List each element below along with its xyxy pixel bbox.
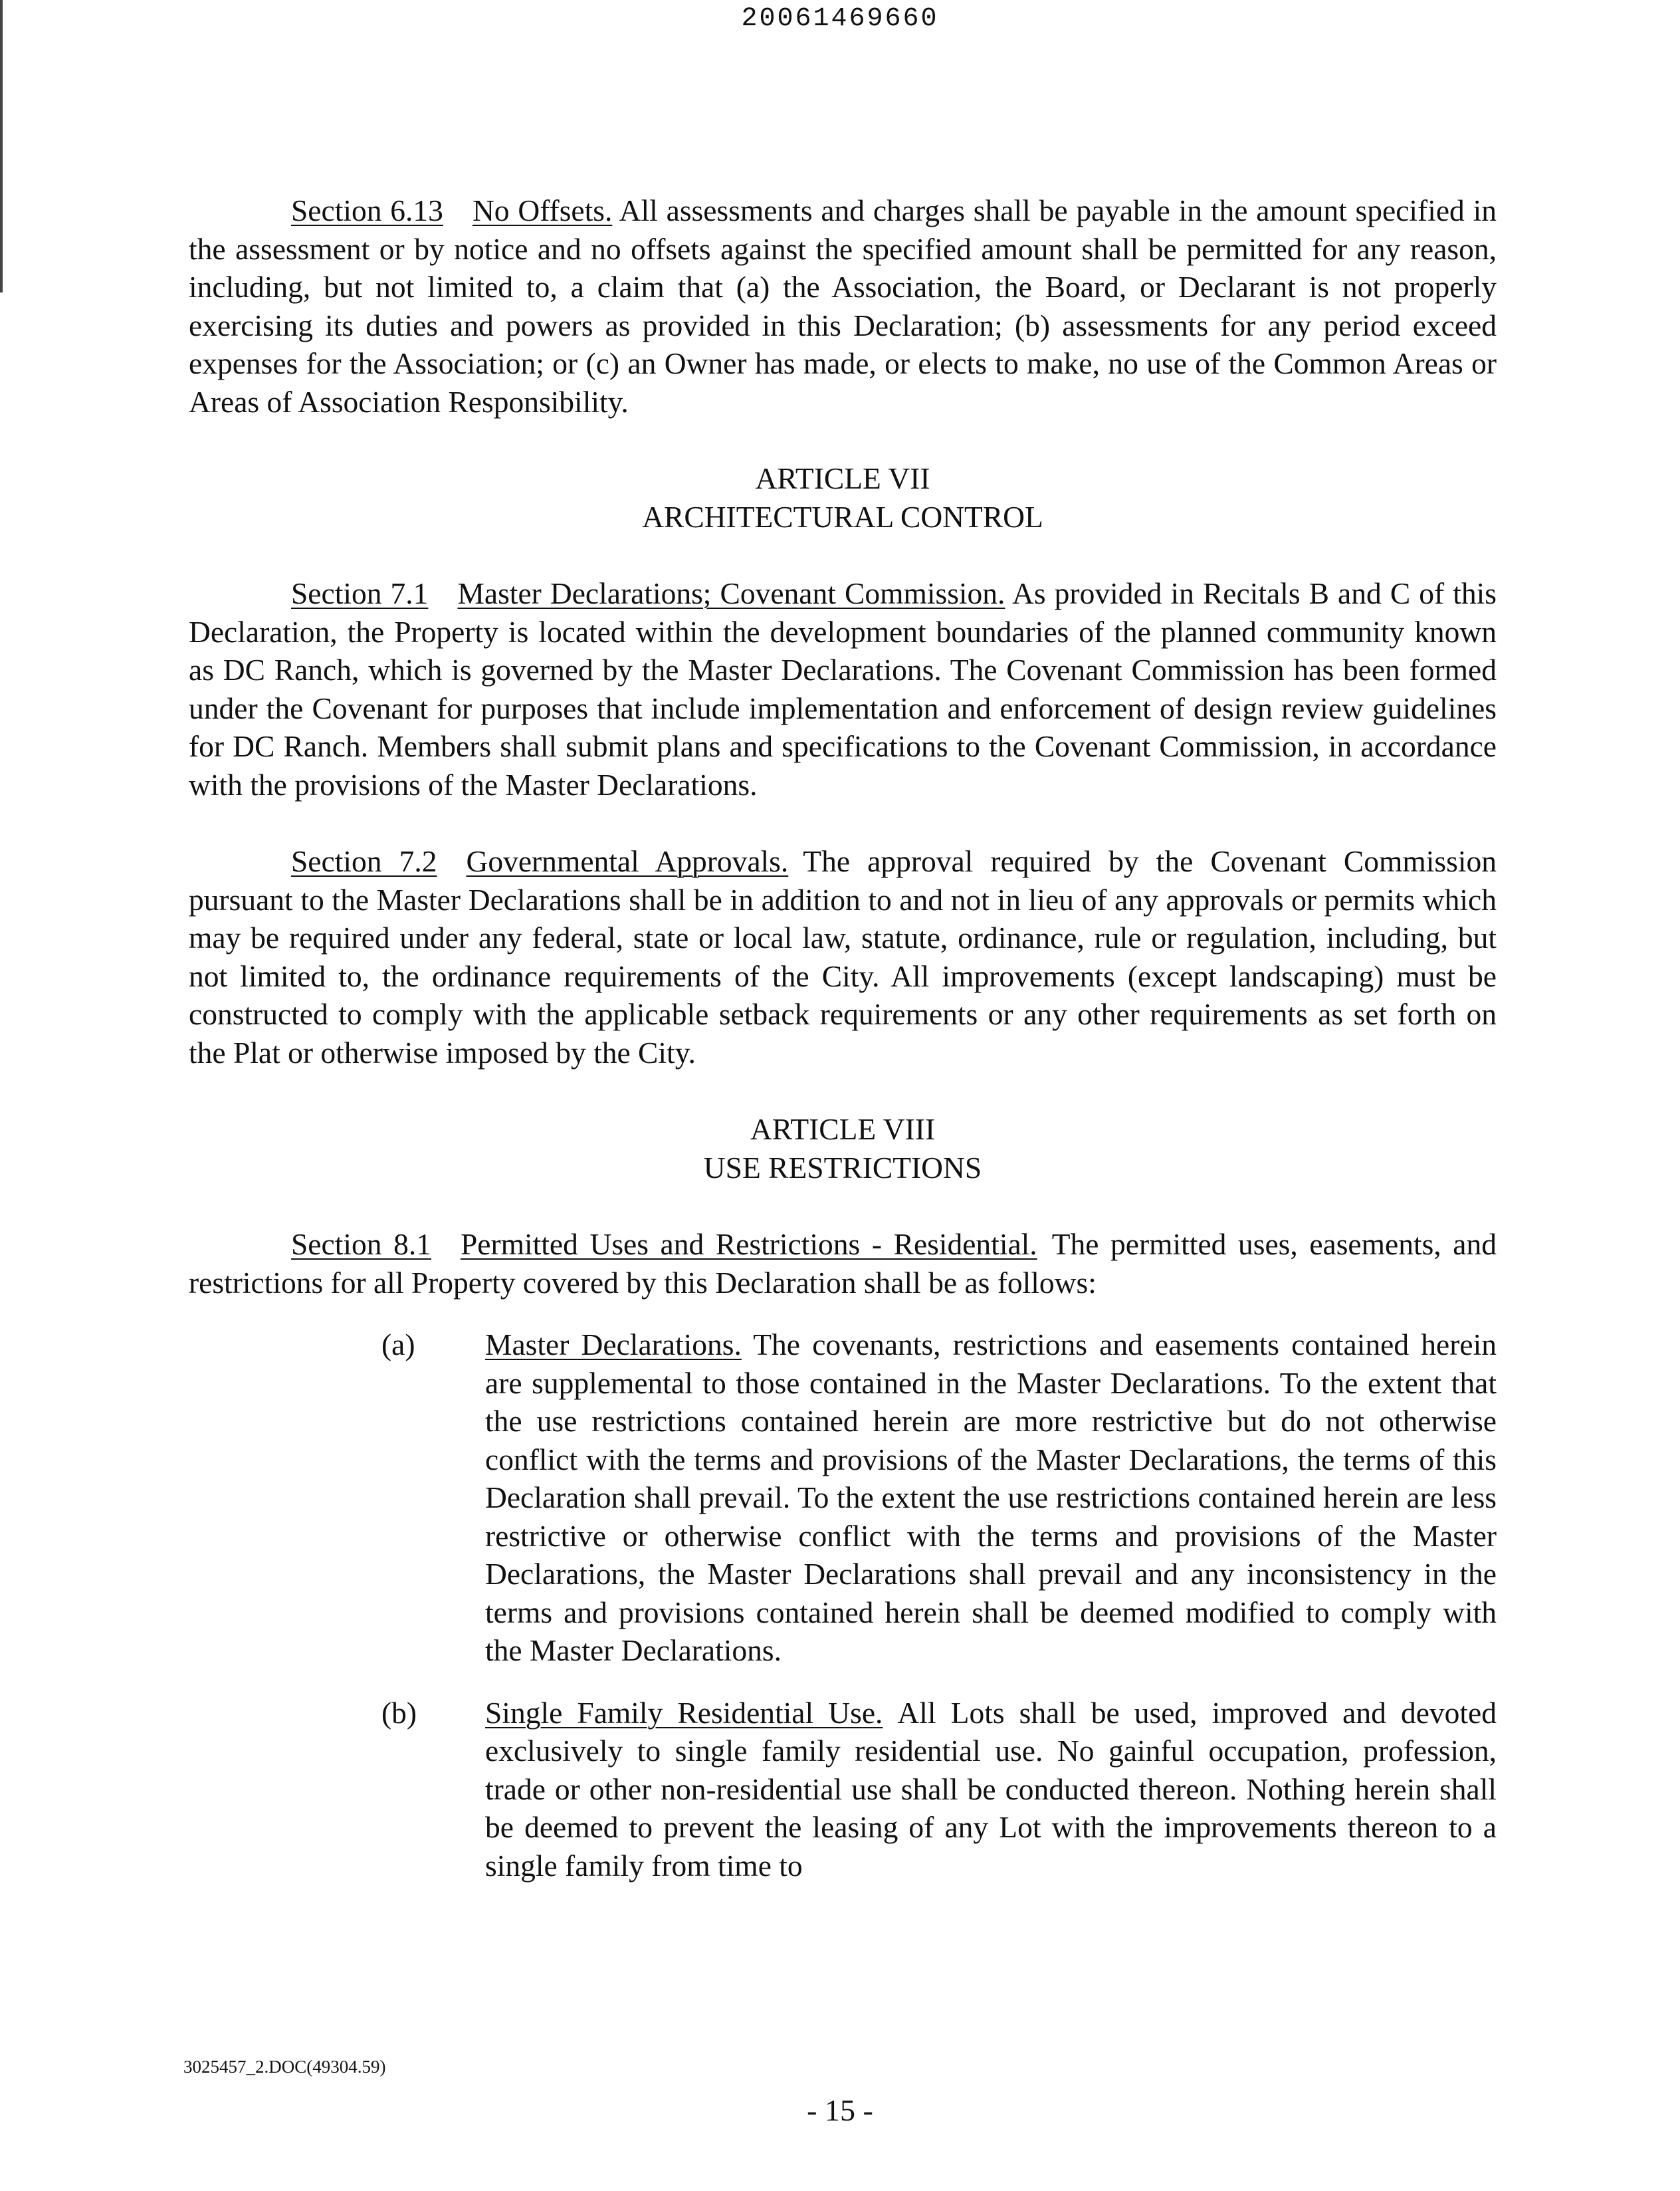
- list-item-label: (a): [381, 1327, 415, 1361]
- article-number: ARTICLE VIII: [750, 1112, 936, 1146]
- section-title: Permitted Uses and Restrictions - Residential.: [460, 1227, 1037, 1261]
- article-title: ARCHITECTURAL CONTROL: [642, 499, 1043, 534]
- section-text: The permitted uses, easements, and restrictions for all Property covered by this Declaration shall be as follows:: [189, 1227, 1497, 1300]
- list-item-label: (b): [381, 1695, 417, 1730]
- list-item-title: Master Declarations.: [485, 1327, 742, 1361]
- list-item: [381, 1326, 1497, 1670]
- section-7-1: [189, 574, 1497, 804]
- document-body: [189, 191, 1497, 1885]
- section-7-2: [189, 842, 1497, 1072]
- list-item: [381, 1694, 1497, 1885]
- section-number: Section 7.2: [291, 844, 437, 878]
- footer-document-code: 3025457_2.DOC(49304.59): [183, 2057, 386, 2077]
- section-text: As provided in Recitals B and C of this Declaration, the Property is located within the development boundaries of the planned community known as DC Ranch, which is governed by the Master Declarations. The Covenant Commission has been formed under the Covenant for purposes that include implementation and enforcement of design review guidelines for DC Ranch. Members shall submit plans and specifications to the Covenant Commission, in accordance with the provisions of the Master Declarations.: [189, 576, 1497, 802]
- section-number: Section 6.13: [291, 193, 443, 227]
- section-6-13: [189, 191, 1497, 421]
- scan-edge-mark: [0, 0, 3, 292]
- page-number: - 15 -: [807, 2093, 873, 2127]
- list-item-body: [485, 1326, 1497, 1670]
- section-title: Master Declarations; Covenant Commission.: [457, 576, 1005, 610]
- section-text: The approval required by the Covenant Commission pursuant to the Master Declarations shall be in addition to and not in lieu of any approvals or permits which may be required under any federal, state or local law, statute, ordinance, rule or regulation, including, but not limited to, the ordinance requirements of the City. All improvements (except landscaping) must be constructed to comply with the applicable setback requirements or any other requirements as set forth on the Plat or otherwise imposed by the City.: [189, 844, 1497, 1070]
- document-number: 20061469660: [741, 4, 939, 34]
- section-8-1: [189, 1225, 1497, 1302]
- list-item-text: All Lots shall be used, improved and devoted exclusively to single family residential use. No gainful occupation, profession, trade or other non-residential use shall be conducted thereon. Nothing herein shall be deemed to prevent the leasing of any Lot with the improvements thereon to a single family from time to: [485, 1695, 1497, 1883]
- list-item-text: The covenants, restrictions and easements contained herein are supplemental to those contained in the Master Declarations. To the extent that the use restrictions contained herein are more restrictive but do not otherwise conflict with the terms and provisions of the Master Declarations, the terms of this Declaration shall prevail. To the extent the use restrictions contained herein are less restrictive or otherwise conflict with the terms and provisions of the Master Declarations, the Master Declarations shall prevail and any inconsistency in the terms and provisions contained herein shall be deemed modified to comply with the Master Declarations.: [485, 1327, 1497, 1667]
- section-title: No Offsets.: [472, 193, 613, 227]
- list-item-body: [485, 1694, 1497, 1885]
- section-number: Section 8.1: [291, 1227, 431, 1261]
- list-item-title: Single Family Residential Use.: [485, 1695, 883, 1730]
- section-text: All assessments and charges shall be payable in the amount specified in the assessment or by notice and no offsets against the specified amount shall be permitted for any reason, including, but not limited to, a claim that (a) the Association, the Board, or Declarant is not properly exercising its duties and powers as provided in this Declaration; (b) assessments for any period exceed expenses for the Association; or (c) an Owner has made, or elects to make, no use of the Common Areas or Areas of Association Responsibility.: [189, 193, 1497, 419]
- section-number: Section 7.1: [291, 576, 429, 610]
- article-title: USE RESTRICTIONS: [703, 1150, 982, 1185]
- section-title: Governmental Approvals.: [466, 844, 789, 878]
- article-number: ARTICLE VII: [755, 461, 930, 495]
